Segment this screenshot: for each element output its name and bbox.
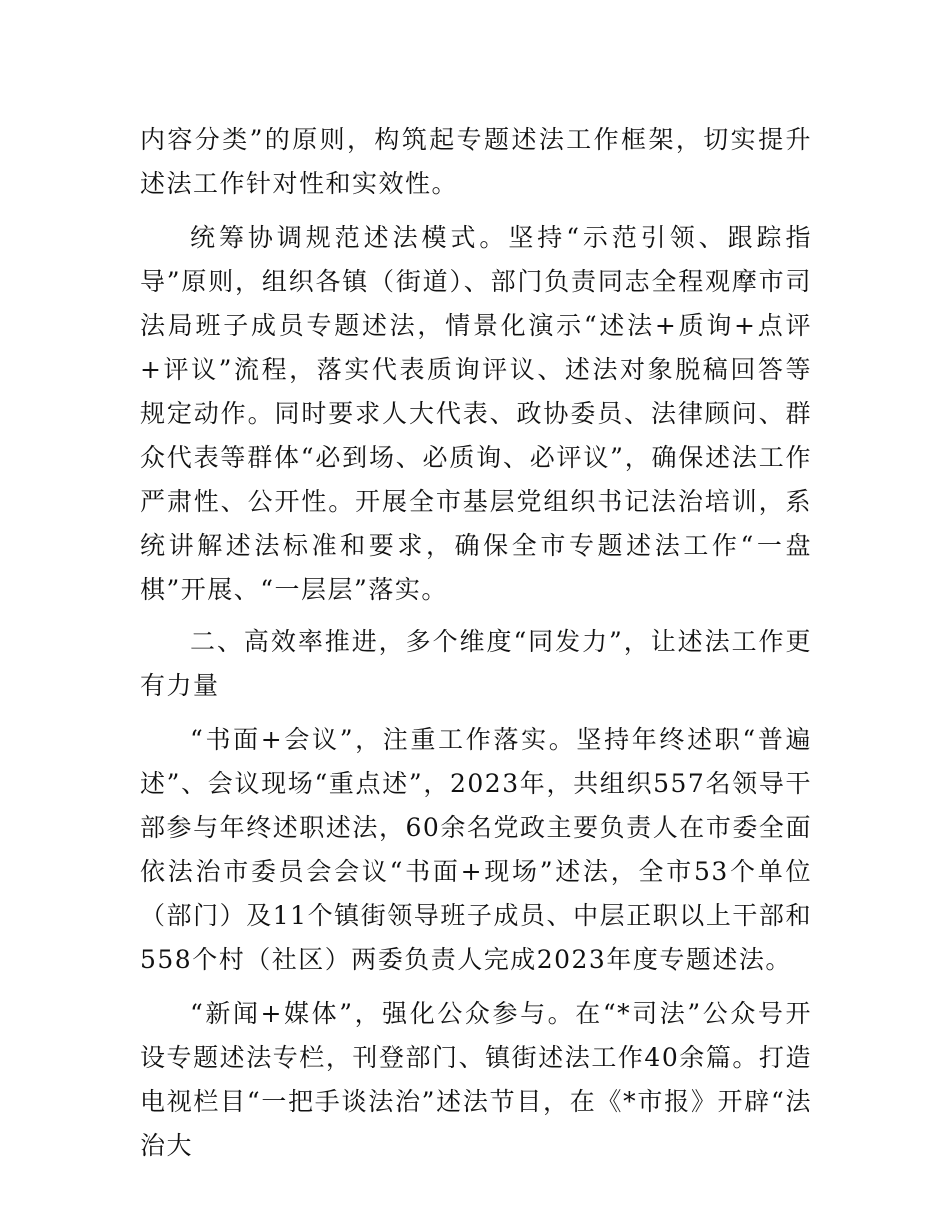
section-heading-two: 二、高效率推进，多个维度“同发力”，让述法工作更有力量 <box>140 627 812 700</box>
paragraph-news-media: “新闻+媒体”，强化公众参与。在“*司法”公众号开设专题述法专栏，刊登部门、镇街述法工作40余篇。打造电视栏目“一把手谈法治”述法节目，在《*市报》开辟“法治大 <box>140 999 812 1160</box>
paragraph-continuation: 内容分类”的原则，构筑起专题述法工作框架，切实提升述法工作针对性和实效性。 <box>140 125 812 198</box>
paragraph-written-meeting: “书面+会议”，注重工作落实。坚持年终述职“普遍述”、会议现场“重点述”，2023年，共组织557名领导干部参与年终述职述法，60余名党政主要负责人在市委全面依法治市委员会会议“书面+现场”述法，全市53个单位（部门）及11个镇街领导班子成员、中层正职以上干部和558个村（社区）两委负责人完成2023年度专题述法。 <box>140 725 812 974</box>
document-body <box>140 118 812 1168</box>
paragraph-standardize-mode: 统筹协调规范述法模式。坚持“示范引领、跟踪指导”原则，组织各镇（街道）、部门负责同志全程观摩市司法局班子成员专题述法，情景化演示“述法+质询+点评+评议”流程，落实代表质询评议、述法对象脱稿回答等规定动作。同时要求人大代表、政协委员、法律顾问、群众代表等群体“必到场、必质询、必评议”，确保述法工作严肃性、公开性。开展全市基层党组织书记法治培训，系统讲解述法标准和要求，确保全市专题述法工作“一盘棋”开展、“一层层”落实。 <box>140 223 812 604</box>
